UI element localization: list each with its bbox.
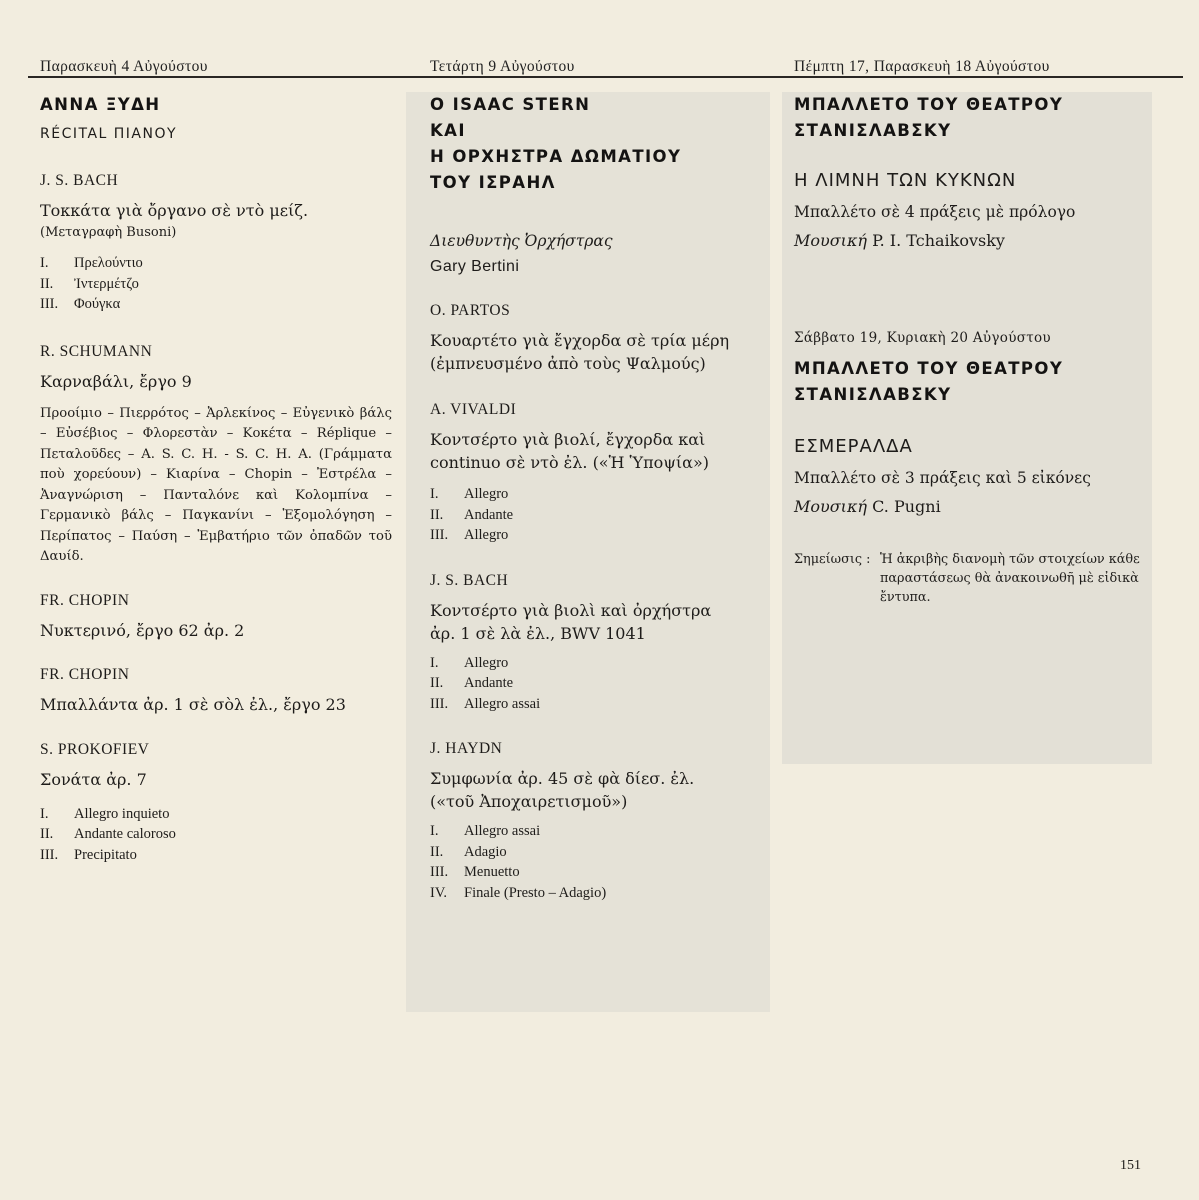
- conductor-label: Διευθυντὴς Ὀρχήστρας: [430, 232, 613, 250]
- work-bach-note: (Μεταγραφὴ Busoni): [40, 225, 177, 240]
- ballet-description: Μπαλλέτο σὲ 3 πράξεις καὶ 5 εἰκόνες: [794, 469, 1091, 487]
- ballet-music-credit: [794, 231, 1154, 250]
- conductor-name: Gary Bertini: [430, 258, 520, 275]
- ballet-music-credit: [794, 497, 1154, 516]
- movement-item: I. Allegro assai: [430, 823, 541, 839]
- ballet-company-title: ΣΤΑΝΙΣΛΑΒΣΚΥ: [794, 121, 952, 140]
- ballet-name-esmeralda: ΕΣΜΕΡΑΛΔΑ: [794, 436, 913, 457]
- notes-block: [794, 550, 1154, 607]
- work-schumann-carnaval: Καρναβάλι, ἔργο 9: [40, 371, 192, 391]
- movement-item: I. Allegro: [430, 654, 509, 671]
- movement-item: II. Andante: [430, 506, 514, 523]
- movement-item: III. Φούγκα: [40, 296, 121, 312]
- concert-title-line: ΤΟΥ ΙΣΡΑΗΛ: [430, 173, 556, 192]
- composer-haydn: J. HAYDN: [430, 740, 503, 757]
- composer-bach-mid: J. S. BACH: [430, 571, 509, 589]
- music-label: Μουσική: [794, 231, 868, 250]
- concert-title-line: ΚΑΙ: [430, 121, 466, 140]
- movement-item: II. Ἰντερμέτζο: [40, 275, 139, 292]
- work-prokofiev-sonata: Σονάτα ἀρ. 7: [40, 769, 147, 789]
- page-number: 151: [1120, 1158, 1141, 1173]
- recital-subtitle: RÉCITAL ΠΙΑΝΟΥ: [40, 126, 178, 142]
- ballet-company-title: ΣΤΑΝΙΣΛΑΒΣΚΥ: [794, 385, 952, 404]
- haydn-movements: [430, 821, 760, 903]
- ballet-description: Μπαλλέτο σὲ 4 πράξεις μὲ πρόλογο: [794, 203, 1076, 221]
- composer-schumann: R. SCHUMANN: [40, 342, 153, 360]
- movement-item: I. Πρελούντιο: [40, 255, 143, 271]
- right-column: [794, 92, 1154, 607]
- work-chopin-nocturne: Νυκτερινό, ἔργο 62 ἀρ. 2: [40, 620, 245, 640]
- concert-title-line: Ο ISAAC STERN: [430, 95, 591, 114]
- prokofiev-movements: [40, 804, 392, 866]
- composer-chopin-2: FR. CHOPIN: [40, 665, 130, 683]
- movement-item: III. Menuetto: [430, 864, 520, 880]
- work-chopin-ballade: Μπαλλάντα ἀρ. 1 σὲ σὸλ ἐλ., ἔργο 23: [40, 694, 346, 714]
- composer-bach: J. S. BACH: [40, 172, 119, 189]
- work-bach-concerto-line: ἀρ. 1 σὲ λὰ ἐλ., BWV 1041: [430, 623, 646, 643]
- movement-item: III. Allegro: [430, 527, 509, 543]
- notes-text: Ἡ ἀκριβὴς διανομὴ τῶν στοιχείων κάθε παραστάσεως θὰ ἀνακοινωθῆ μὲ εἰδικὰ ἔντυπα.: [880, 552, 1140, 605]
- work-partos-line: Κουαρτέτο γιὰ ἔγχορδα σὲ τρία μέρη: [430, 331, 730, 350]
- header-rule: [28, 76, 1183, 78]
- movement-item: II. Andante caloroso: [40, 826, 176, 842]
- movement-item: II. Adagio: [430, 843, 507, 860]
- movement-item: III. Allegro assai: [430, 695, 541, 712]
- work-bach-concerto-line: Κοντσέρτο γιὰ βιολὶ καὶ ὀρχήστρα: [430, 600, 712, 620]
- bach-concerto-movements: [430, 653, 760, 715]
- notes-label: Σημείωσις :: [794, 552, 871, 567]
- movement-item: II. Andante: [430, 675, 514, 691]
- left-column: [40, 92, 392, 865]
- work-partos-line: (ἐμπνευσμένο ἀπὸ τοὺς Ψαλμούς): [430, 354, 706, 373]
- concert-title-line: Η ΟΡΧΗΣΤΡΑ ΔΩΜΑΤΙΟΥ: [430, 147, 682, 166]
- work-bach-toccata: Τοκκάτα γιὰ ὄργανο σὲ ντὸ μείζ.: [40, 201, 309, 220]
- date-header-middle: Τετάρτη 9 Αὐγούστου: [430, 58, 575, 75]
- date-header-right: Πέμπτη 17, Παρασκευὴ 18 Αὐγούστου: [794, 58, 1050, 75]
- vivaldi-movements: [430, 484, 760, 546]
- composer-chopin-1: FR. CHOPIN: [40, 591, 130, 609]
- bach-movements: [40, 253, 392, 315]
- work-haydn-line: («τοῦ Ἀποχαιρετισμοῦ»): [430, 792, 628, 811]
- movement-item: I. Allegro: [430, 486, 509, 502]
- work-vivaldi-line: Κοντσέρτο γιὰ βιολί, ἔγχορδα καὶ: [430, 430, 706, 449]
- carnaval-parts: Προοίμιο – Πιερρότος – Ἀρλεκίνος – Εὐγενικὸ βάλς – Εὐσέβιος – Φλορεστὰν – Κοκέτα – Réplique – Πεταλοῦδες – A. S. C. H. - S. C. H. A. (Γράμματα ποὺ χορεύουν) – Κιαρίνα – Chopin – Ἐστρέλα – Ἀναγνώριση – Πανταλόνε καὶ Κολομπίνα – Γερμανικὸ βάλς – Παγκανίνι – Ἐξομολόγηση – Περίπατος – Παύση – Ἐμβατήριο τῶν ὀπαδῶν τοῦ Δαυίδ.: [40, 405, 392, 564]
- ballet-company-title: ΜΠΑΛΛΕΤΟ ΤΟΥ ΘΕΑΤΡΟΥ: [794, 359, 1064, 378]
- performer-title: ΑΝΝΑ ΞΥΔΗ: [40, 95, 161, 114]
- date-header-left: Παρασκευὴ 4 Αὐγούστου: [40, 58, 208, 75]
- music-composer: P. I. Tchaikovsky: [872, 231, 1005, 250]
- composer-prokofiev: S. PROKOFIEV: [40, 740, 150, 758]
- date-subheader: Σάββατο 19, Κυριακὴ 20 Αὐγούστου: [794, 330, 1051, 346]
- ballet-company-title: ΜΠΑΛΛΕΤΟ ΤΟΥ ΘΕΑΤΡΟΥ: [794, 95, 1064, 114]
- music-label: Μουσική: [794, 497, 868, 516]
- composer-vivaldi: A. VIVALDI: [430, 401, 517, 418]
- middle-column: [430, 92, 760, 903]
- music-composer: C. Pugni: [872, 497, 941, 516]
- work-vivaldi-line: continuo σὲ ντὸ ἐλ. («Ἡ Ὑποψία»): [430, 453, 709, 472]
- movement-item: IV. Finale (Presto – Adagio): [430, 884, 607, 901]
- movement-item: III. Precipitato: [40, 846, 137, 863]
- movement-item: I. Allegro inquieto: [40, 805, 170, 822]
- ballet-name-swan-lake: Η ΛΙΜΝΗ ΤΩΝ ΚΥΚΝΩΝ: [794, 170, 1017, 191]
- work-haydn-line: Συμφωνία ἀρ. 45 σὲ φὰ δίεσ. ἐλ.: [430, 769, 695, 788]
- composer-partos: O. PARTOS: [430, 302, 511, 319]
